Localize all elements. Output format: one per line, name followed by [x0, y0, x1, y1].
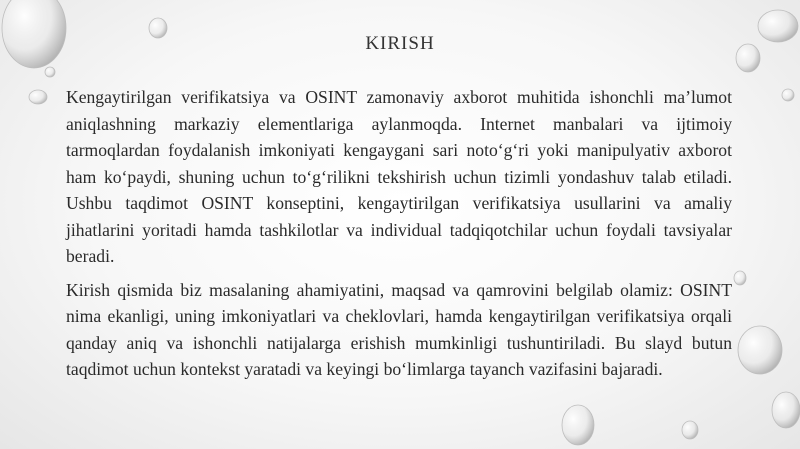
slide-title: KIRISH	[365, 33, 435, 54]
slide-body	[66, 84, 732, 390]
intro-paragraph-1: Kengaytirilgan verifikatsiya va OSINT zamonaviy axborot muhitida ishonchli ma’lumot aniqlashning markaziy elementlariga aylanmoqda. Internet manbalari va ijtimoiy tarmoqlardan foydalanish imkoniyati kengaygani sari noto‘g‘ri yoki manipulyativ axborot ham ko‘paydi, shuning uchun to‘g‘rilikni tekshirish uchun tizimli yondashuv talab etiladi. Ushbu taqdimot OSINT konseptini, kengaytirilgan verifikatsiya usullarini va amaliy jihatlarini yoritadi hamda tashkilotlar va individual tadqiqotchilar uchun foydali tavsiyalar beradi.	[66, 87, 732, 266]
intro-paragraph-2: Kirish qismida biz masalaning ahamiyatini, maqsad va qamrovini belgilab olamiz: OSINT nima ekanligi, uning imkoniyatlari va cheklovlari, hamda kengaytirilgan verifikatsiya orqali qanday aniq va ishonchli natijalarga erishish mumkinligi tushuntiriladi. Bu slayd butun taqdimot uchun kontekst yaratadi va keyingi bo‘limlarga tayanch vazifasini bajaradi.	[66, 279, 732, 379]
